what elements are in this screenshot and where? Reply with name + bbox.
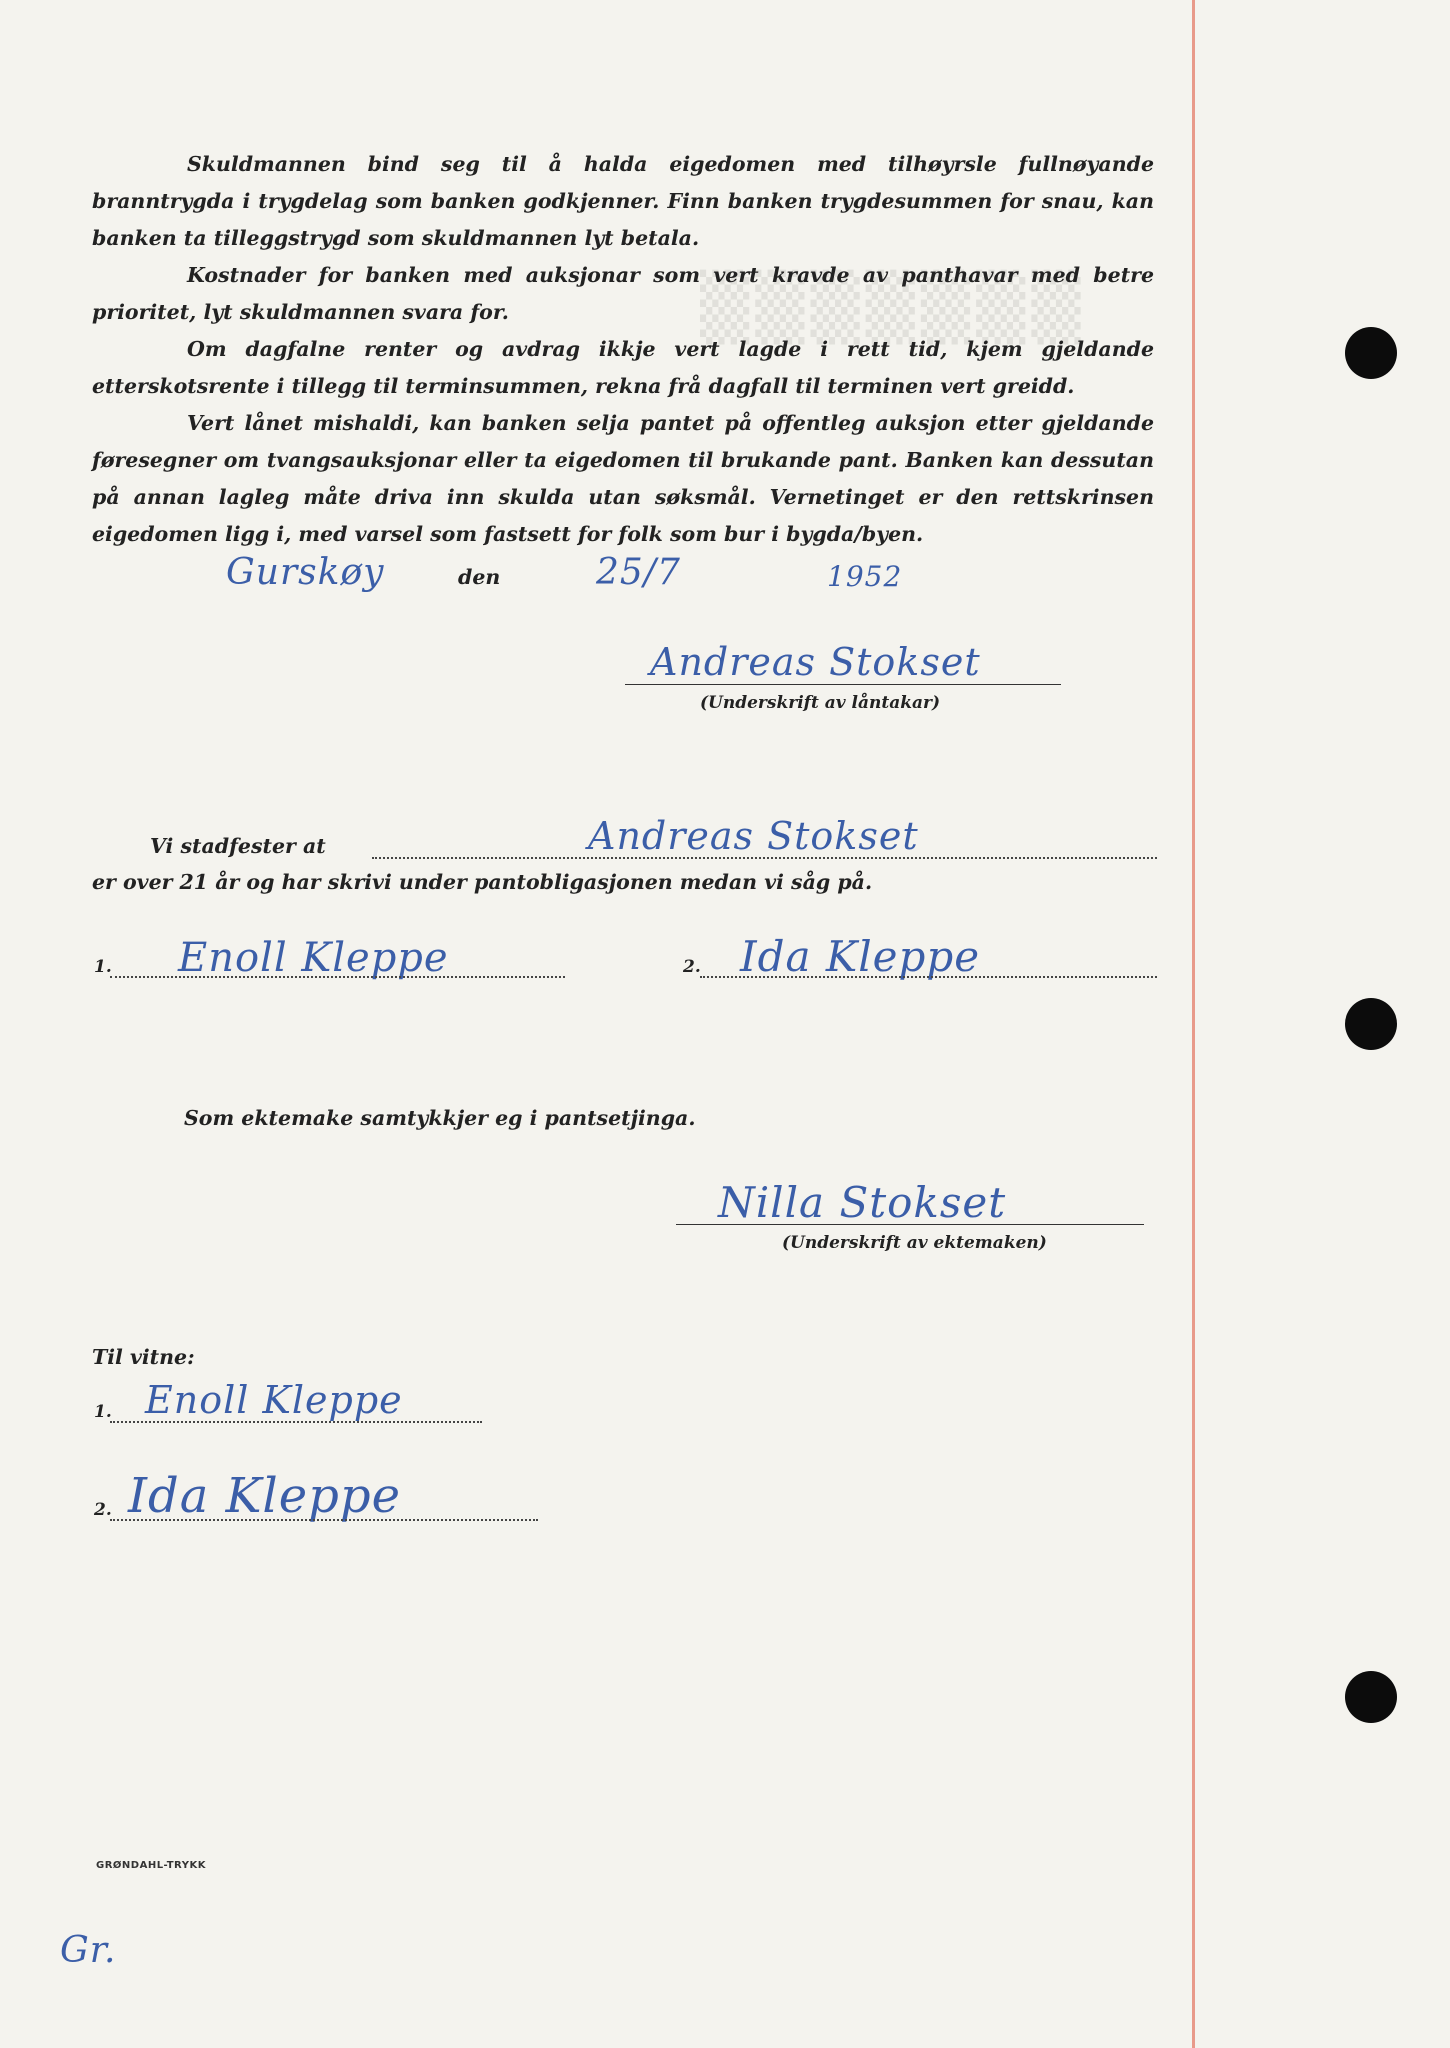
paragraph-interest: Om dagfalne renter og avdrag ikkje vert lagde i rett tid, kjem gjeldande etterskotsrente i tillegg til terminsummen, rekna frå dagfall til terminen vert greidd.	[92, 337, 1154, 398]
witness-1-number: 1.	[94, 957, 112, 977]
witnesses-label: Til vitne:	[92, 1345, 195, 1369]
witness-1-dotted-line	[110, 976, 565, 978]
witness-b-number: 2.	[94, 1500, 112, 1520]
witness-b-dotted-line	[110, 1519, 538, 1521]
place-handwritten: Gurskøy	[226, 552, 385, 593]
borrower-caption: (Underskrift av låntakar)	[700, 693, 941, 713]
witness-a-signature: Enoll Kleppe	[145, 1378, 403, 1422]
show-through-watermark: ▒▒▒▒▒▒▒	[700, 270, 1087, 345]
paragraph-costs: Kostnader for banken med auksjonar som vert kravde av panthavar med betre prioritet, lyt skuldmannen svara for.	[92, 263, 1154, 324]
witness-a-dotted-line	[110, 1421, 482, 1423]
den-label: den	[458, 565, 501, 589]
punch-hole-bottom	[1345, 1671, 1397, 1723]
spouse-caption: (Underskrift av ektemaken)	[782, 1233, 1047, 1253]
spouse-signature: Nilla Stokset	[718, 1178, 1007, 1227]
confirmation-statement: er over 21 år og har skrivi under pantobligasjonen medan vi såg på.	[92, 870, 873, 894]
witness-a-number: 1.	[94, 1402, 112, 1422]
confirmation-label: Vi stadfester at	[150, 834, 326, 858]
witness-2-signature: Ida Kleppe	[740, 932, 981, 981]
paragraph-default: Vert lånet mishaldi, kan banken selja pantet på offentleg auksjon etter gjeldande føresegner om tvangsauksjonar eller ta eigedomen til brukande pant. Banken kan dessutan på annan lagleg måte driva inn skulda utan søksmål. Vernetinget er den rettskrinsen eigedomen ligg i, med varsel som fastsett for folk som bur i bygda/byen.	[92, 411, 1154, 546]
printer-imprint: GRØNDAHL-TRYKK	[96, 1860, 206, 1871]
confirmation-dotted-line	[372, 857, 1157, 859]
spouse-statement: Som ektemake samtykkjer eg i pantsetjinga.	[184, 1106, 696, 1130]
margin-line	[1192, 0, 1195, 2048]
witness-2-dotted-line	[700, 976, 1157, 978]
paragraph-insurance: Skuldmannen bind seg til å halda eigedomen med tilhøyrsle fullnøyande branntrygda i trygdelag som banken godkjenner. Finn banken trygdesummen for snau, kan banken ta tilleggstrygd som skuldmannen lyt betala.	[92, 152, 1154, 250]
confirmed-name-handwritten: Andreas Stokset	[588, 814, 919, 858]
borrower-signature: Andreas Stokset	[650, 640, 981, 684]
year-handwritten: 1952	[827, 560, 903, 593]
clerk-initials: Gr.	[60, 1930, 117, 1971]
witness-b-signature: Ida Kleppe	[128, 1468, 402, 1524]
punch-hole-top	[1345, 327, 1397, 379]
punch-hole-middle	[1345, 998, 1397, 1050]
date-handwritten: 25/7	[596, 552, 681, 593]
borrower-signature-line	[625, 684, 1061, 685]
spouse-signature-line	[676, 1224, 1144, 1225]
witness-1-signature: Enoll Kleppe	[178, 935, 449, 981]
witness-2-number: 2.	[683, 957, 701, 977]
